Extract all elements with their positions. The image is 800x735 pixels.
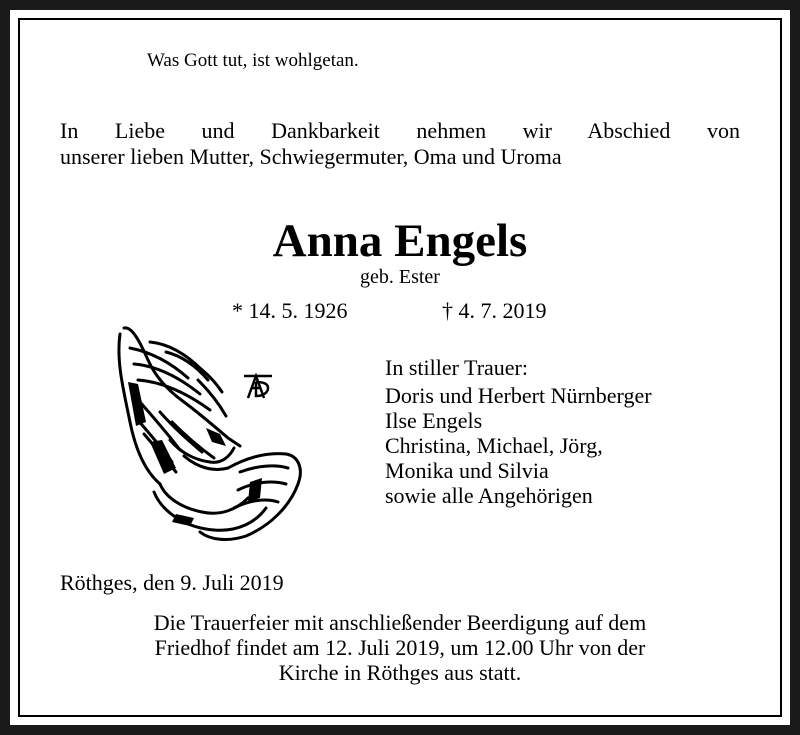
mourner-line: sowie alle Angehörigen	[385, 483, 593, 508]
funeral-info-line: Die Trauerfeier mit anschließender Beerdigung auf dem	[153, 610, 647, 635]
mourner-line: Christina, Michael, Jörg,	[385, 433, 603, 458]
funeral-info-line: Friedhof findet am 12. Juli 2019, um 12.00 Uhr von der	[154, 635, 646, 660]
deceased-name: Anna Engels	[272, 215, 528, 267]
intro-line-2: unserer lieben Mutter, Schwiegermuter, Oma und Uroma	[60, 144, 562, 169]
birth-date: * 14. 5. 1926	[232, 298, 348, 323]
obituary-notice	[10, 10, 790, 725]
funeral-info-line: Kirche in Röthges aus statt.	[278, 660, 522, 685]
place-and-date: Röthges, den 9. Juli 2019	[60, 570, 284, 595]
motto-text: Was Gott tut, ist wohlgetan.	[147, 50, 359, 71]
intro-line-1: In Liebe und Dankbarkeit nehmen wir Abschied von	[60, 118, 740, 143]
praying-hands-icon	[110, 322, 305, 544]
mourner-line: Monika und Silvia	[385, 458, 549, 483]
mourner-line: Ilse Engels	[385, 408, 483, 433]
birth-name: geb. Ester	[360, 266, 440, 288]
death-date: † 4. 7. 2019	[442, 298, 547, 323]
mourner-line: Doris und Herbert Nürnberger	[385, 383, 652, 408]
durer-monogram-icon	[242, 372, 274, 400]
mourning-heading: In stiller Trauer:	[385, 355, 528, 380]
